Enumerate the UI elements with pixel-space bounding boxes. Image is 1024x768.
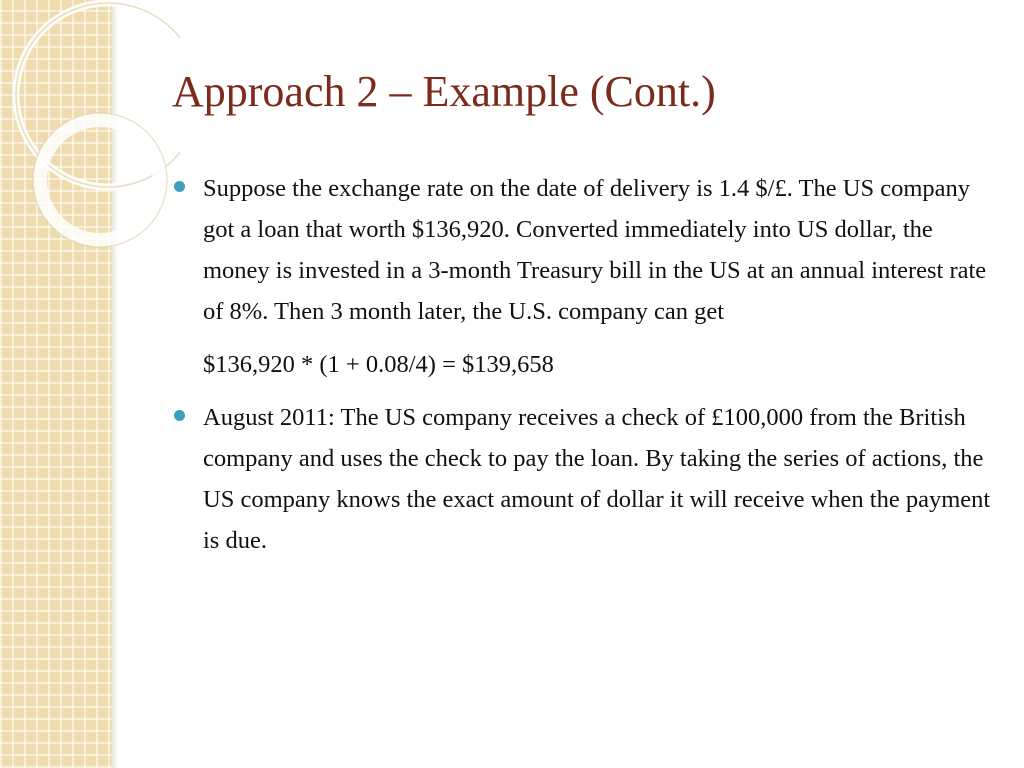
formula-line: $136,920 * (1 + 0.08/4) = $139,658 [203, 351, 554, 378]
bullet-text: Suppose the exchange rate on the date of delivery is 1.4 $/£. The US company got a loan that worth $136,920. Converted immediately into US dollar, the money is invested in a 3-month Treasury bill in the US at an annual interest rate of 8%. Then 3 month later, the U.S. company can get [203, 175, 987, 325]
bullet-item [172, 397, 1002, 561]
bullet-item [172, 168, 1002, 332]
bullet-dot-icon [174, 181, 185, 192]
slide-body [172, 168, 1002, 561]
decorative-side-band [0, 0, 112, 768]
bullet-dot-icon [174, 410, 185, 421]
bullet-text: August 2011: The US company receives a check of £100,000 from the British company and uses the check to pay the loan. By taking the series of actions, the US company knows the exact amount of dollar it will receive when the payment is due. [203, 404, 991, 554]
slide-title: Approach 2 – Example (Cont.) [172, 67, 716, 116]
